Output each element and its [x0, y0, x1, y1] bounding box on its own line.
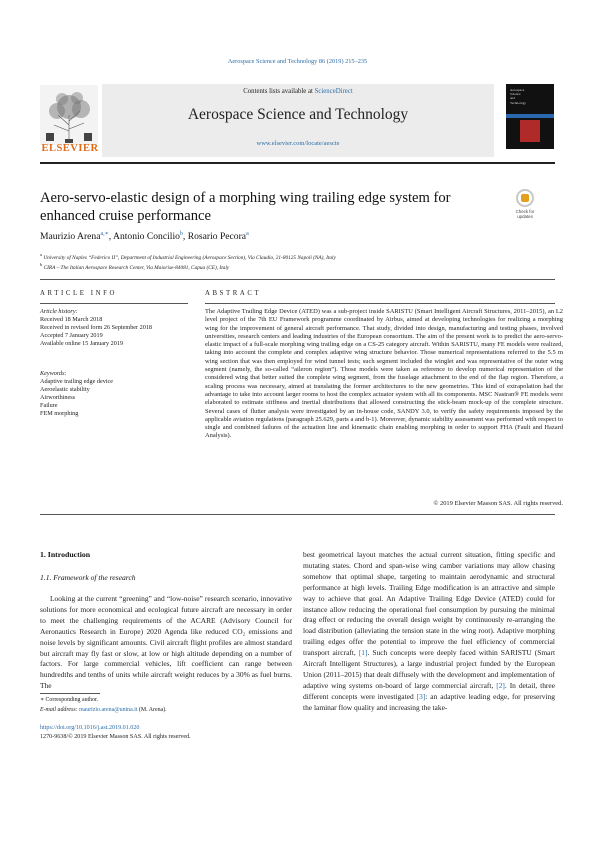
journal-reference[interactable]: Aerospace Science and Technology 86 (2019) 215–235 — [227, 58, 368, 65]
cover-image — [520, 120, 540, 142]
keyword: Aeroelastic stability — [40, 386, 90, 393]
history-label: Article history: — [40, 308, 78, 315]
article-info-heading: ARTICLE INFO — [40, 290, 118, 297]
author-list: Maurizio Arena$^{a,∗}$, Antonio Concilio$^b$, Rosario Pecora$^a$ — [40, 231, 249, 243]
footnote-rule — [40, 693, 100, 694]
reference-link[interactable]: [2] — [496, 680, 505, 690]
abstract-heading: ABSTRACT — [205, 290, 262, 297]
author-affiliation-mark[interactable]: a — [246, 231, 249, 237]
cover-title — [510, 88, 550, 110]
doi-link[interactable]: https://doi.org/10.1016/j.ast.2019.01.020 — [40, 725, 140, 731]
keywords-label: Keywords: — [40, 370, 67, 377]
journal-cover-thumbnail[interactable] — [506, 84, 554, 149]
header-rule — [40, 162, 555, 164]
author-affiliation-mark[interactable]: b — [179, 231, 183, 237]
keyword: Adaptive trailing edge device — [40, 378, 114, 385]
abstract-end-rule — [40, 514, 555, 515]
history-item: Received 18 March 2018 — [40, 316, 103, 323]
elsevier-tree-logo-icon — [40, 85, 98, 145]
author-name[interactable]: Rosario Pecora — [187, 231, 247, 243]
article-title: Aero-servo-elastic design of a morphing wing trailing edge system for enhanced cruise performance — [40, 190, 451, 224]
article-info-rule — [40, 303, 188, 304]
keyword-list — [40, 370, 188, 418]
history-item: Available online 15 January 2019 — [40, 340, 124, 347]
crossmark-button[interactable] — [508, 189, 542, 225]
sciencedirect-link[interactable]: ScienceDirect — [314, 88, 353, 95]
keyword: Airworthiness — [40, 394, 76, 401]
crossmark-label: Check for updates — [515, 209, 535, 219]
corresponding-author-note: ∗ Corresponding author. — [40, 697, 99, 703]
section-heading: 1. Introduction — [40, 550, 91, 559]
affiliation-rule — [40, 279, 555, 280]
issn-copyright: 1270-9638/© 2019 Elsevier Masson SAS. All rights reserved. — [40, 734, 191, 740]
elsevier-wordmark: ELSEVIER — [41, 143, 99, 154]
keyword: Failure — [40, 402, 58, 409]
keyword: FEM morphing — [40, 410, 79, 417]
journal-homepage-link[interactable]: www.elsevier.com/locate/aescte — [256, 140, 340, 147]
affiliation: $^a$ University of Naples “Federico II”, Department of Industrial Engineering (Aerospace Section), Via Claudio, 21-80125 Napoli (NA), Italy — [40, 252, 336, 261]
article-history — [40, 308, 188, 348]
cover-line: and — [510, 96, 515, 101]
author-name[interactable]: Antonio Concilio — [113, 231, 180, 243]
journal-title: Aerospace Science and Technology — [187, 106, 409, 123]
abstract-rule — [205, 303, 555, 304]
body-text-right-column: best geometrical layout matches the actual current situation, fitting specific and mutating states. Chord and span-wise wing camber variations may allow chasing somehow that optimal shape, targeting to maintain aerodynamic and structural performance at high levels. Trailing Edge modification is an attractive and simple way to achieve that goal. An Adaptive Trailing Edge Device (ATED) could for instance allow reducing the operational fuel consumption by pursuing the minimal drag effect or reducing the overall design weight by continuously re-arranging the load distribution (alleviating the tension state in the wing root). Adaptive morphing trailing edges offer the potential to improve the fuel efficiency of commercial transport aircraft, [1]. Such concepts were deeply faced within SARISTU (Smart Aircraft Intelligent Structures), a large industrial project funded by the European Union (2011–2015) that dealt diffusely with the development and implementation of adaptive wing systems on-board of large commercial aircraft, [2]. In detail, three different concepts were investigated [3]: an adaptive leading edge, for preserving the laminar flow quality and increasing the take- — [303, 550, 556, 712]
email-link[interactable]: maurizio.arena@unina.it — [79, 707, 138, 713]
email-note: E-mail address: maurizio.arena@unina.it (M. Arena). — [40, 707, 167, 713]
abstract-copyright: © 2019 Elsevier Masson SAS. All rights reserved. — [433, 500, 563, 507]
contents-line — [102, 88, 494, 95]
author-name[interactable]: Maurizio Arena — [40, 231, 101, 243]
cover-band — [506, 114, 554, 118]
subsection-heading: 1.1. Framework of the research — [40, 573, 136, 582]
cover-line: Technology — [510, 100, 526, 105]
reference-link[interactable]: [3] — [416, 691, 426, 701]
crossmark-bookmark-icon — [521, 194, 529, 202]
contents-prefix: Contents lists available at — [243, 88, 315, 95]
cover-line: Science — [510, 92, 521, 97]
author-affiliation-mark[interactable]: a,∗ — [100, 231, 109, 237]
reference-link[interactable]: [1] — [358, 648, 368, 658]
affiliation: $^b$ CIRA – The Italian Aerospace Research Center, Via Maiorise-84081, Capua (CE), Italy — [40, 262, 230, 271]
body-text-left-column: Looking at the current “greening” and “low-noise” research scenario, innovative solutions for more economical and ecological future aircraft are necessary in order to meet the challenging requirements of the ACARE (Advisory Council for Aeronautics Research in Europe) 2020 Agenda like reduced CO₂ emissions and noise levels by significant amounts. Civil aircraft flight profiles are almost standard but aircraft may fly fast or slow, at low or high altitude depending on a number of factors. For large commercial vehicles, lift coefficient can range between hundredths and tenths of units while aircraft weight reduces by a 30% as fuel burns. The — [40, 594, 292, 691]
history-item: Received in revised form 26 September 2018 — [40, 324, 153, 331]
cover-line: Aerospace — [510, 88, 525, 92]
abstract-text: The Adaptive Trailing Edge Device (ATED) was a sub-project inside SARISTU (Smart Intelligent Aircraft Structures, 2011–2015), an L2 level project of the 7th EU Framework programme coordinated by Airbus, aimed at developing technologies for realizing a morphing wing for the improvement of general aircraft performance. That study, divided into design, manufacturing and testing phases, involved universities, research centers and leading industries of the European consortium. The aim of the present work is to predict the aero-servo-elastic impact of a full-scale morphing wing trailing edge on a CS-25 category aircraft. Within SARISTU, many FE models were realized, taking into account the complete and complex adaptive wing structure behavior. Those numerical representations referred to the 5.5 m wing section that was then employed for wind tunnel tests; such segment included the winglet and was representative of the outer wing segment (namely, the so-called “aileron region”). Those models were taken as reference to develop numerical representation of the considered wing that better suited the complete wing segment, from the fuselage attachment to the end of the flap region. Therefore, a scaling process was necessary, aimed at translating the former architectures to the new geometries. This kind of extrapolation had the advantage to take into account larger rooms to host the complex actuator system with all its components. MSC Nastran® FE models were elaborated to estimate stiffness and inertial distributions that allowed constructing the stick-beam mock-up of the complete structure. Several cases of flutter analysis were investigated by an in-house code, SANDY 3.0, to verify the safety requirements imposed by the applicable aviation regulations (paragraph 25.629, parts a and b-1). Moreover, dynamic stability assessment was performed with respect to single and combined failures of the actuation line and kinematic chain enabling morphing in order to support FHA (Fault and Hazard Analysis). — [205, 308, 563, 440]
history-item: Accepted 7 January 2019 — [40, 332, 103, 339]
